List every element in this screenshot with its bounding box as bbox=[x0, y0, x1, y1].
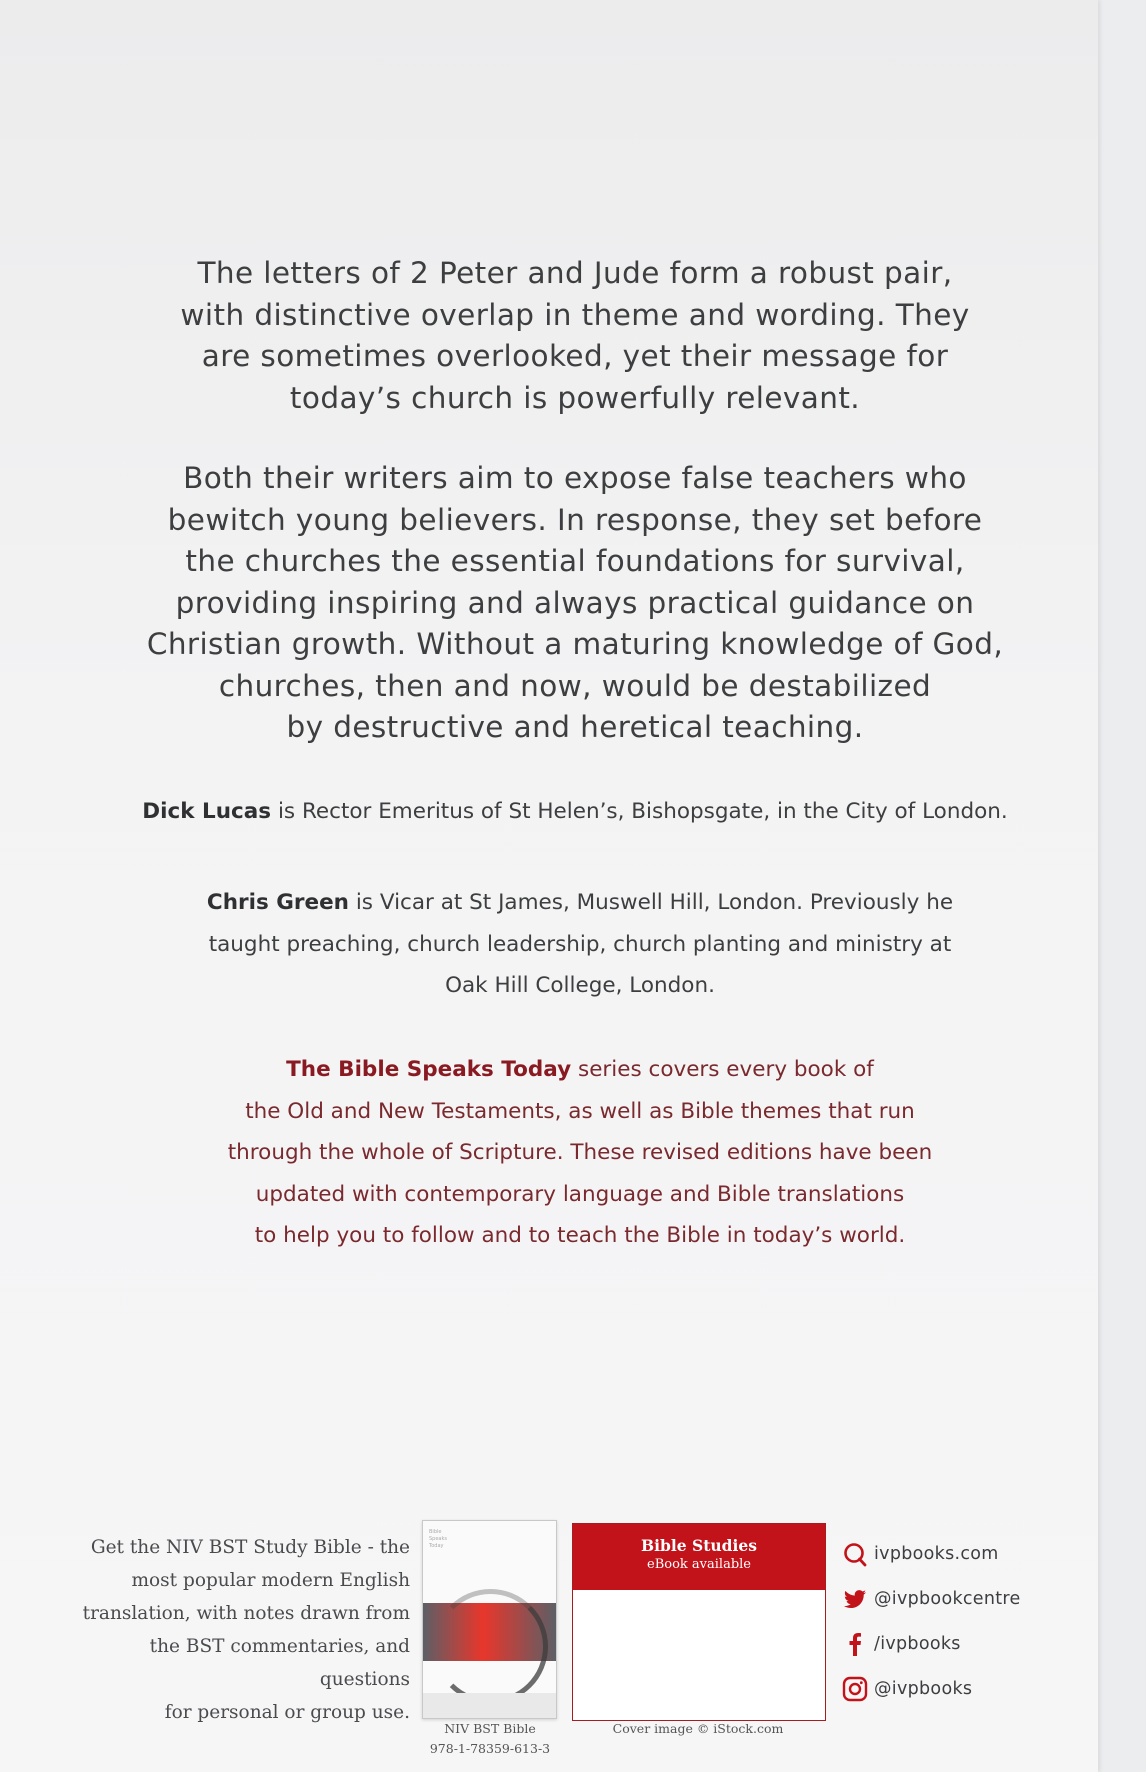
series-line: through the whole of Scripture. These revised editions have been bbox=[227, 1140, 933, 1165]
author-bio-dick-lucas bbox=[60, 797, 1090, 827]
series-line: updated with contemporary language and Bible translations bbox=[255, 1181, 905, 1207]
series-name: The Bible Speaks Today bbox=[286, 1057, 572, 1082]
author-name: Dick Lucas bbox=[142, 799, 272, 824]
facebook-handle: /ivpbooks bbox=[874, 1634, 961, 1654]
promo-line: for personal or group use. bbox=[164, 1702, 410, 1723]
thumbnail-title-line: Today bbox=[429, 1543, 444, 1549]
blurb-line: are sometimes overlooked, yet their message for bbox=[201, 339, 949, 373]
bio-line: Oak Hill College, London. bbox=[445, 973, 715, 998]
instagram-icon bbox=[842, 1676, 868, 1702]
promo-line: translation, with notes drawn from bbox=[82, 1603, 410, 1624]
blurb-paragraph-1 bbox=[100, 253, 1050, 419]
series-line: the Old and New Testaments, as well as Bible themes that run bbox=[245, 1098, 915, 1124]
blurb-line: today’s church is powerfully relevant. bbox=[289, 380, 861, 415]
author-name: Chris Green bbox=[206, 890, 349, 915]
blurb-line: churches, then and now, would be destabilized bbox=[218, 668, 932, 703]
blurb-line: with distinctive overlap in theme and wording. They bbox=[180, 297, 970, 332]
bible-studies-title: Bible Studies bbox=[641, 1536, 757, 1555]
blurb-line: Both their writers aim to expose false teachers who bbox=[183, 461, 967, 495]
bst-bible-title: NIV BST Bible bbox=[444, 1721, 536, 1736]
bst-bible-cover-thumbnail bbox=[422, 1520, 557, 1719]
promo-line: most popular modern English bbox=[131, 1570, 410, 1591]
thumbnail-footer bbox=[423, 1693, 556, 1718]
blurb-line: by destructive and heretical teaching. bbox=[286, 710, 864, 744]
bst-bible-isbn: 978-1-78359-613-3 bbox=[429, 1741, 551, 1756]
series-line: to help you to follow and to teach the Bible in today’s world. bbox=[254, 1223, 906, 1248]
bible-studies-box bbox=[572, 1523, 826, 1721]
blurb-line: Christian growth. Without a maturing knowledge of God, bbox=[146, 627, 1004, 661]
twitter-handle: @ivpbookcentre bbox=[874, 1589, 1021, 1609]
thumbnail-brush-ring bbox=[433, 1589, 548, 1704]
bst-bible-promo bbox=[60, 1531, 410, 1729]
thumbnail-title bbox=[429, 1529, 469, 1550]
bio-line bbox=[130, 882, 1030, 924]
blurb-line: The letters of 2 Peter and Jude form a robust pair, bbox=[197, 256, 953, 290]
ebook-available-label: eBook available bbox=[647, 1557, 751, 1572]
thumbnail-title-line: Speaks bbox=[429, 1536, 447, 1542]
series-text: series covers every book of bbox=[578, 1057, 874, 1082]
series-line bbox=[180, 1049, 980, 1091]
facebook-icon bbox=[842, 1631, 868, 1657]
website-text: ivpbooks.com bbox=[874, 1544, 999, 1564]
author-bio-text: is Vicar at St James, Muswell Hill, London. Previously he bbox=[355, 890, 954, 915]
blurb-line: the churches the essential foundations for survival, bbox=[185, 544, 965, 578]
bio-line: taught preaching, church leadership, church planting and ministry at bbox=[208, 931, 952, 957]
bst-bible-caption bbox=[400, 1719, 580, 1759]
thumbnail-title-line: Bible bbox=[429, 1529, 442, 1535]
author-bio-chris-green bbox=[130, 882, 1030, 1007]
search-icon bbox=[842, 1541, 868, 1567]
cover-image-credit: Cover image © iStock.com bbox=[612, 1721, 784, 1736]
bible-studies-header bbox=[573, 1524, 825, 1590]
author-bio-text: is Rector Emeritus of St Helen’s, Bishopsgate, in the City of London. bbox=[277, 799, 1008, 824]
series-description bbox=[180, 1049, 980, 1257]
promo-line: the BST commentaries, and questions bbox=[149, 1636, 410, 1690]
twitter-icon bbox=[842, 1586, 868, 1612]
blurb-line: providing inspiring and always practical guidance on bbox=[175, 585, 975, 620]
instagram-handle: @ivpbooks bbox=[874, 1679, 973, 1699]
blurb-line: bewitch young believers. In response, they set before bbox=[167, 502, 983, 537]
blurb-paragraph-2 bbox=[100, 458, 1050, 749]
promo-line: Get the NIV BST Study Bible - the bbox=[90, 1537, 410, 1558]
